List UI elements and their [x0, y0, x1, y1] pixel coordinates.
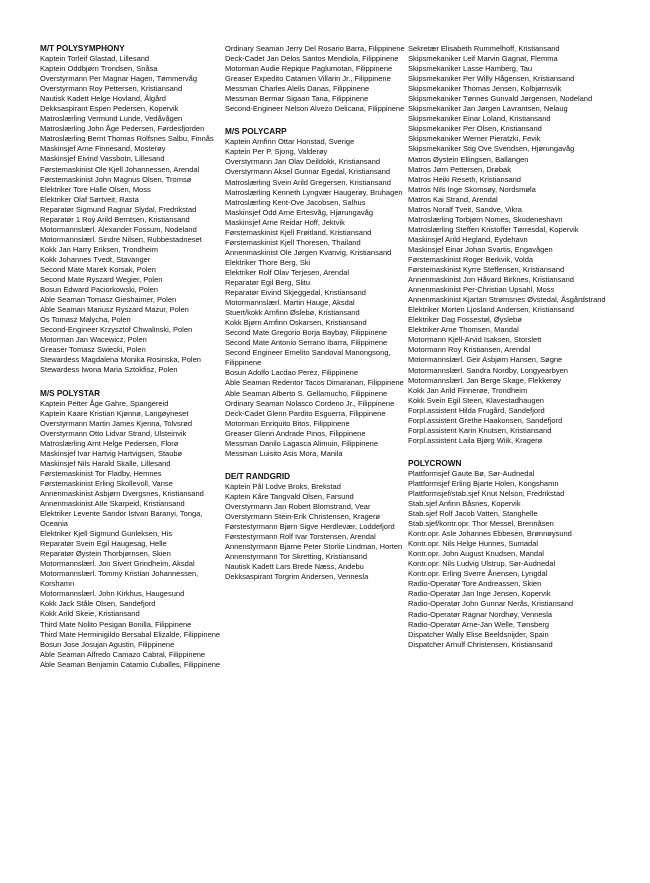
- crew-entry: Kokk Svein Egil Steen, Klavestadhaugen: [408, 395, 544, 405]
- crew-entry: Motormannslærl. Geir Asbjørn Hansen, Søgne: [408, 355, 563, 365]
- section-heading: M/S POLYSTAR: [40, 388, 101, 398]
- crew-entry: Førstemaskinist Roger Berkvik, Volda: [408, 254, 534, 264]
- crew-entry: Second Mate Ryszard Wegier, Polen: [40, 275, 163, 285]
- crew-entry: Kaptein Kåre Tangvald Olsen, Farsund: [225, 491, 354, 501]
- column-3: [408, 44, 614, 663]
- crew-entry: Messman Bermar Sigaan Tana, Filippinene: [225, 94, 369, 104]
- crew-section: [225, 127, 405, 459]
- crew-entry: Førstestyrmann Rolf Ivar Torstensen, Arendal: [225, 532, 376, 542]
- crew-entry: Elektriker Thore Berg, Ski: [225, 257, 311, 267]
- crew-entry: Overstyrmann Martin James Kjenna, Tolvsrød: [40, 418, 192, 428]
- crew-entry: Second Mate Antonio Serrano Ibarra, Filippinene: [225, 338, 388, 348]
- crew-entry: Forpl.assistent Grethe Haakonsen, Sandefjord: [408, 415, 563, 425]
- crew-section: [225, 472, 405, 582]
- crew-entry: Elektriker Olaf Sørtveit, Rasta: [40, 194, 139, 204]
- crew-entry: Motormannslærl. Alexander Fossum, Nodeland: [40, 224, 197, 234]
- crew-section: [40, 389, 222, 670]
- crew-entry: Motormannslærl. John Kirkhus, Haugesund: [40, 589, 185, 599]
- crew-entry: Matros Heiki Reseth, Kristiansand: [408, 174, 521, 184]
- crew-entry: Maskinsjef Ivar Hartvig Hartvigsen, Staubø: [40, 448, 183, 458]
- crew-entry: Stab.sjef Rolf Jacob Vatten, Stanghelle: [408, 509, 538, 519]
- section-heading: DE/T RANDGRID: [225, 471, 291, 481]
- crew-entry: Stuert/kokk Arnfinn Øslebø, Kristiansand: [225, 308, 360, 318]
- crew-entry: Reparatør 1 Roy Arild Berntsen, Kristiansand: [40, 214, 190, 224]
- crew-entry: Skipsmekaniker Jan Jørgen Lavrantsen, Nelaug: [408, 104, 568, 114]
- crew-entry: Able Seaman Alfredo Camazo Cabral, Filippinene: [40, 649, 206, 659]
- crew-entry: Kontr.opr. Nils Ludvig Ulstrup, Sør-Audnedal: [408, 559, 556, 569]
- crew-entry: Overstyrmann Per Magnar Hagen, Tømmervåg: [40, 74, 197, 84]
- crew-entry: Overstyrmann Aksel Gunnar Egedal, Kristiansand: [225, 167, 391, 177]
- crew-entry: Reparatør Eivind Skjeggedal, Kristiansand: [225, 288, 366, 298]
- crew-entry: Dispatcher Arnulf Christensen, Kristiansand: [408, 639, 553, 649]
- crew-entry: Maskinsjef Arne Reidar Hoff, Jektvik: [225, 217, 345, 227]
- crew-entry: Matroslærling Kent-Ove Jacobsen, Salhus: [225, 197, 366, 207]
- crew-entry: Matros Kai Strand, Arendal: [408, 194, 498, 204]
- crew-entry: Matroslærling Vermund Lunde, Vedåvågen: [40, 114, 183, 124]
- crew-entry: Maskinsjef Nils Harald Skalle, Lillesand: [40, 458, 171, 468]
- crew-entry: Able Seaman Redentor Tacos Dimaranan, Filippinene: [225, 378, 404, 388]
- crew-entry: Forpl.assistent Karin Knutsen, Kristiansand: [408, 425, 552, 435]
- crew-entry: Greaser Tomasz Swiecki, Polen: [40, 345, 146, 355]
- crew-entry: Stewardess Magdalena Monika Rosinska, Polen: [40, 355, 201, 365]
- crew-entry: Ordinary Seaman Jerry Del Rosario Barra, Filippinene: [225, 44, 405, 53]
- crew-entry: Motormann Kjell-Arvid Isaksen, Storslett: [408, 335, 542, 345]
- crew-entry: Skipsmekaniker Thomas Jensen, Kolbjørnsvik: [408, 84, 562, 94]
- crew-entry: Able Seaman Mariusz Ryszard Mazur, Polen: [40, 305, 189, 315]
- crew-entry: Kontr.opr. Asle Johannes Ebbesen, Brønnøysund: [408, 529, 572, 539]
- crew-entry: Forpl.assistent Laila Bjørg Wiik, Kragerø: [408, 435, 543, 445]
- crew-entry: Overstyrmann Jan Robert Blomstrand, Vear: [225, 501, 371, 511]
- crew-entry: Førstemaskinist Erling Skollevoll, Vanse: [40, 478, 173, 488]
- crew-entry: Skipsmekaniker Per Olsen, Kristiansand: [408, 124, 542, 134]
- crew-entry: Annenmaskinist Jon Håvard Birknes, Kristiansand: [408, 275, 574, 285]
- crew-entry: Motormannslærl. Martin Hauge, Aksdal: [225, 298, 355, 308]
- section-heading: M/T POLYSYMPHONY: [40, 44, 125, 53]
- crew-entry: Deck-Cadet Glenn Pardito Esguerra, Filippinene: [225, 408, 386, 418]
- crew-entry: Annenmaskinist Asbjørn Dvergsnes, Kristiansand: [40, 488, 204, 498]
- crew-entry: Førstemaskinist Ole Kjell Johannessen, Arendal: [40, 164, 200, 174]
- crew-entry: Dekksaspirant Espen Pedersen, Kopervik: [40, 104, 179, 114]
- crew-entry: Kontr.opr. John August Knudsen, Mandal: [408, 549, 544, 559]
- crew-entry: Stab.sjef/kontr.opr. Thor Messel, Brennåsen: [408, 519, 554, 529]
- crew-entry: Matroslærling John Åge Pedersen, Førdesfjorden: [40, 124, 205, 134]
- crew-entry: Kokk Johannes Tvedt, Stavanger: [40, 254, 151, 264]
- crew-entry: Motorman Enriquito Bitos, Filippinene: [225, 418, 350, 428]
- crew-entry: Radio-Operatør Tore Andreassen, Skien: [408, 579, 542, 589]
- crew-entry: Bosun Jose Josujan Agustin, Filippinene: [40, 639, 175, 649]
- crew-entry: Førstemaskinist John Magnus Olsen, Tromsø: [40, 174, 192, 184]
- crew-entry: Os Tomasz Malycha, Polen: [40, 315, 131, 325]
- crew-entry: Motormannslærl. Tommy Kristian Johannessen, Korshamn: [40, 569, 199, 589]
- crew-entry: Kaptein Torleif Glastad, Lillesand: [40, 54, 150, 63]
- crew-entry: Matros Noralf Tveit, Sandve, Vikra: [408, 204, 522, 214]
- crew-section: [40, 44, 222, 376]
- crew-entry: Bosun Edward Paciorkowski, Polen: [40, 285, 158, 295]
- crew-entry: Greaser Glenn Andrade Pinos, Filippinene: [225, 428, 366, 438]
- section-heading: POLYCROWN: [408, 458, 462, 468]
- crew-entry: Maskinsjef Odd Arne Ertesvåg, Hjørungavåg: [225, 207, 373, 217]
- crew-entry: Nautisk Kadett Lars Brede Næss, Andebu: [225, 562, 364, 572]
- crew-entry: Elektriker Kjell Sigmund Gunleksen, His: [40, 529, 173, 539]
- crew-entry: Messman Luisito Asis Mora, Manila: [225, 448, 343, 458]
- crew-entry: Able Seaman Tomasz Gieshaimer, Polen: [40, 295, 177, 305]
- crew-entry: Second-Engineer Krzysztof Chwalinski, Polen: [40, 325, 193, 335]
- crew-entry: Matros Nils Inge Skomsøy, Nordsmøla: [408, 184, 536, 194]
- crew-entry: Plattformsjef Gaute Bø, Sør-Audnedal: [408, 468, 535, 478]
- crew-entry: Elektriker Levente Sandor Istvan Baranyi, Tonga, Oceania: [40, 509, 203, 529]
- crew-entry: Greaser Expedito Catamen Villarin Jr., Filippinene: [225, 74, 391, 84]
- crew-entry: Radio-Operatør John Gunnar Nerås, Kristiansand: [408, 599, 574, 609]
- crew-entry: Førstestyrmann Bjørn Sigve Herdlevær, Loddefjord: [225, 522, 395, 532]
- crew-entry: Second-Engineer Nelson Alvezo Delicana, Filippinene: [225, 104, 405, 114]
- crew-entry: Second Mate Marek Korsak, Polen: [40, 264, 156, 274]
- crew-entry: Dispatcher Wally Elise Beeldsnijder, Spain: [408, 629, 549, 639]
- crew-entry: Second Mate Gregorio Borja Baybay, Filippinene: [225, 328, 388, 338]
- crew-entry: Bosun Adolfo Lacdao Perez, Filippinene: [225, 368, 359, 378]
- crew-entry: Kaptein Oddbjørn Trondsen, Snåsa: [40, 64, 158, 74]
- crew-entry: Førstemaskinist Kjell Frøitland, Kristiansand: [225, 227, 372, 237]
- crew-entry: Kaptein Arnfinn Ottar Honstad, Sverige: [225, 137, 355, 147]
- crew-section: [225, 44, 405, 114]
- crew-entry: Kokk Arild Skeie, Kristiansand: [40, 609, 140, 619]
- crew-entry: Deck-Cadet Jan Delos Santos Mendiola, Filippinene: [225, 54, 399, 64]
- crew-entry: Reparatør Øystein Thorbjørnsen, Skien: [40, 549, 171, 559]
- crew-entry: Stab.sjef Anfinn Båsnes, Kopervik: [408, 499, 521, 509]
- crew-entry: Overstyrmann Stein-Erik Christensen, Kragerø: [225, 511, 381, 521]
- crew-entry: Matros Øystein Ellingsen, Ballangen: [408, 154, 529, 164]
- column-2: [225, 44, 405, 595]
- crew-entry: Maskinsjef Eivind Vassbotn, Lillesand: [40, 154, 165, 164]
- crew-entry: Maskinsjef Arne Finnesand, Mosterøy: [40, 144, 166, 154]
- crew-entry: Kokk Jack Ståle Olsen, Sandefjord: [40, 599, 156, 609]
- crew-entry: Elektriker Rolf Olav Terjesen, Arendal: [225, 267, 350, 277]
- crew-entry: Overstyrmann Otto Lidvar Strand, Ulsteinvik: [40, 428, 187, 438]
- crew-entry: Annenmaskinist Ole Jørgen Kvanvig, Kristiansand: [225, 247, 392, 257]
- crew-entry: Nautisk Kadett Helge Hovland, Ålgård: [40, 94, 166, 104]
- crew-entry: Annenmaskinist Kjartan Strømsnes Øvstedal, Åsgårdstrand: [408, 295, 606, 305]
- crew-entry: Maskinsjef Einar Johan Svartis, Engavågen: [408, 244, 553, 254]
- section-heading: M/S POLYCARP: [225, 127, 287, 137]
- crew-entry: Messman Charles Alelis Danas, Filippinene: [225, 84, 370, 94]
- crew-entry: Kokk Jan Arild Finnerøe, Trondheim: [408, 385, 528, 395]
- crew-entry: Motormannslærl. Sindre Nilsen, Rubbestadneset: [40, 234, 202, 244]
- crew-entry: Førstemaskinist Kyrre Steffensen, Kristiansand: [408, 265, 565, 275]
- crew-entry: Matroslærling Torbjørn Nomes, Skudeneshavn: [408, 214, 563, 224]
- crew-entry: Skipsmekaniker Tønnes Gunvald Jørgensen, Nodeland: [408, 94, 593, 104]
- crew-entry: Overstyrmann Roy Pettersen, Kristiansand: [40, 84, 183, 94]
- crew-section: [408, 44, 614, 446]
- crew-entry: Motormannslærl. Jan Berge Skage, Flekkerøy: [408, 375, 561, 385]
- crew-entry: Kaptein Pål Lodve Broks, Brekstad: [225, 481, 341, 491]
- crew-entry: Skipsmekaniker Lasse Hamberg, Tau: [408, 64, 533, 74]
- crew-entry: Forpl.assistent Hilda Frugård, Sandefjord: [408, 405, 545, 415]
- crew-entry: Kaptein Petter Åge Gahre, Spangereid: [40, 398, 169, 408]
- crew-entry: Førstemaskinist Tor Fladby, Hemnes: [40, 468, 162, 478]
- crew-entry: Skipsmekaniker Einar Loland, Kristiansand: [408, 114, 551, 124]
- crew-entry: Reparatør Svein Egil Haugesag, Helle: [40, 539, 167, 549]
- crew-entry: Matroslærling Arnt Helge Pedersen, Florø: [40, 438, 179, 448]
- crew-entry: Matroslærling Steffen Kristoffer Tørresdal, Kopervik: [408, 224, 579, 234]
- crew-entry: Ordinary Seaman Nolasco Cordeno Jr., Filippinene: [225, 398, 395, 408]
- crew-entry: Kokk Bjørn Arnfinn Oskarsen, Kristiansand: [225, 318, 367, 328]
- crew-entry: Radio-Operatør Ragnar Nordhøy, Vennesla: [408, 609, 553, 619]
- crew-entry: Maskinsjef Arild Hegland, Eydehavn: [408, 234, 528, 244]
- crew-entry: Kaptein Per P. Sjong, Valderøy: [225, 147, 328, 157]
- crew-entry: Overstyrmann Jan Olav Deildokk, Kristiansand: [225, 157, 381, 167]
- crew-entry: Elektriker Dag Fossestøl, Øyslebø: [408, 315, 522, 325]
- crew-entry: Kokk Jan Harry Eriksen, Trondheim: [40, 244, 158, 254]
- crew-entry: Reparatør Sigmund Ragnar Slydal, Fredrikstad: [40, 204, 197, 214]
- crew-entry: Annenmaskinist Atle Skarpeid, Kristiansand: [40, 498, 185, 508]
- crew-entry: Skipsmekaniker Leif Marvin Gagnat, Flemma: [408, 54, 558, 64]
- crew-entry: Plattformsjef Erling Bjarte Holen, Kongshamn: [408, 478, 559, 488]
- crew-entry: Dekksaspirant Torgrim Andersen, Vennesla: [225, 572, 369, 582]
- crew-entry: Matroslærling Bernt Thomas Rolfsnes Salbu, Finnås: [40, 134, 214, 144]
- crew-entry: Skipsmekaniker Per Willy Hågensen, Kristiansand: [408, 74, 575, 84]
- crew-entry: Elektriker Tore Halle Olsen, Moss: [40, 184, 151, 194]
- crew-entry: Radio-Operatør Arne-Jan Welle, Tønsberg: [408, 619, 550, 629]
- crew-entry: Annenmaskinist Per-Christian Upsahl, Moss: [408, 285, 555, 295]
- crew-entry: Reparatør Egil Berg, Slitu: [225, 277, 311, 287]
- crew-entry: Matroslærling Svein Arild Gregersen, Kristiansand: [225, 177, 391, 187]
- crew-entry: Able Seaman Alberto S. Gellamucho, Filippinene: [225, 388, 388, 398]
- crew-entry: Kaptein Kaare Kristian Kjønnø, Langøyneset: [40, 408, 189, 418]
- crew-entry: Annenstyrmann Bjarne Peter Storlie Lindman, Horten: [225, 542, 403, 552]
- crew-entry: Annenstyrmann Tor Skretting, Kristiansand: [225, 552, 368, 562]
- crew-entry: Motorman Audie Repique Paglumotan, Filippinene: [225, 64, 393, 74]
- crew-entry: Motorman Jan Wacewicz, Polen: [40, 335, 147, 345]
- crew-entry: Second Engineer Emelito Sandoval Manongsong, Filippinene: [225, 348, 391, 368]
- column-1: [40, 44, 222, 683]
- crew-entry: Radio-Operatør Jan Inge Jensen, Kopervik: [408, 589, 551, 599]
- crew-entry: Messman Danilo Lagasca Alimuin, Filippinene: [225, 438, 378, 448]
- crew-entry: Motormann Roy Kristiansen, Arendal: [408, 345, 531, 355]
- crew-entry: Stewardess Iwona Maria Sztokfisz, Polen: [40, 365, 178, 375]
- crew-entry: Skipsmekaniker Werner Pieratzki, Fevik: [408, 134, 541, 144]
- crew-section: [408, 459, 614, 650]
- crew-entry: Motormannslærl. Jon Sivert Grindheim, Aksdal: [40, 559, 195, 569]
- crew-entry: Matros Jørn Pettersen, Drøbak: [408, 164, 511, 174]
- crew-entry: Plattformsjef/stab.sjef Knut Nelson, Fredrikstad: [408, 488, 565, 498]
- crew-entry: Third Mate Nolito Pesigan Bonilla, Filippinene: [40, 619, 192, 629]
- crew-entry: Elektriker Morten Ljosland Andersen, Kristiansand: [408, 305, 574, 315]
- crew-entry: Sekretær Elisabeth Rummelhoff, Kristiansand: [408, 44, 560, 53]
- crew-entry: Førstemaskinist Kjell Thoresen, Thailand: [225, 237, 361, 247]
- crew-entry: Third Mate Herminigildo Bersabal Elizalde, Filippinene: [40, 629, 221, 639]
- crew-entry: Able Seaman Benjamin Catamio Cuballes, Filippinene: [40, 659, 221, 669]
- crew-entry: Motormannslærl. Sandra Nordby, Longyearbyen: [408, 365, 568, 375]
- crew-entry: Kontr.opr. Erling Sverre Ånensen, Lyngdal: [408, 569, 548, 579]
- crew-entry: Kontr.opr. Nils Helge Hunnes, Sumadal: [408, 539, 539, 549]
- crew-entry: Skipsmekaniker Stig Ove Svendsen, Hjørungavåg: [408, 144, 575, 154]
- crew-entry: Matroslærling Kenneth Lyngvær Haugerøy, Bruhagen: [225, 187, 403, 197]
- crew-entry: Elektriker Arne Thomsen, Mandal: [408, 325, 519, 335]
